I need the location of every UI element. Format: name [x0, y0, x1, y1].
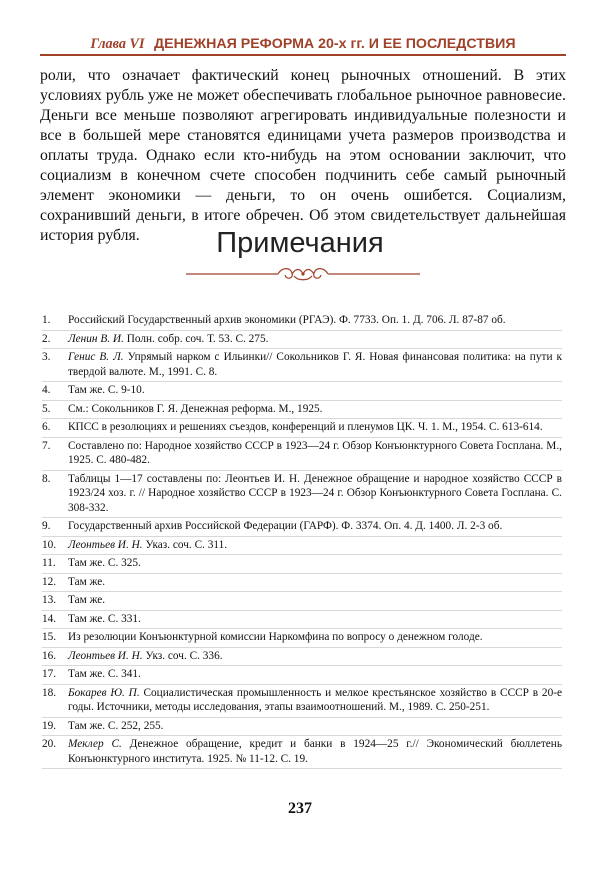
note-item — [42, 419, 562, 438]
note-item — [42, 736, 562, 769]
note-body: Упрямый нарком с Ильинки// Сокольников Г. Я. Новая финансовая политика: на пути к твердой валюте. М., 1991. С. 8. — [68, 351, 562, 378]
note-body: Социалистическая промышленность и мелкое крестьянское хозяйство в СССР в 20-е годы. Источники, методы исследования, этапы взаимоотношений. М., 1989. С. 250-251. — [68, 686, 562, 713]
note-body: Там же. С. 331. — [68, 612, 141, 625]
note-text — [68, 593, 562, 608]
note-item — [42, 382, 562, 401]
note-text — [68, 402, 562, 417]
note-body: Там же. — [68, 575, 106, 588]
running-header-text — [40, 36, 566, 53]
note-body: См.: Сокольников Г. Я. Денежная реформа. М., 1925. — [68, 402, 323, 415]
notes-list — [42, 312, 562, 769]
note-item — [42, 555, 562, 574]
note-item — [42, 349, 562, 382]
note-body: Там же. С. 9-10. — [68, 384, 145, 396]
note-item — [42, 401, 562, 420]
note-item — [42, 685, 562, 718]
note-number: 9. — [42, 520, 51, 532]
header-rule — [40, 54, 566, 56]
page-number: 237 — [288, 800, 312, 817]
note-item — [42, 629, 562, 648]
note-item — [42, 438, 562, 471]
note-body: Там же. — [68, 594, 106, 606]
running-header — [40, 30, 566, 57]
note-number: 3. — [42, 351, 51, 363]
note-text — [68, 686, 562, 715]
note-body: КПСС в резолюциях и решениях съездов, конференций и пленумов ЦК. Ч. 1. М., 1954. С. 613-614. — [68, 421, 543, 433]
note-text — [68, 332, 562, 347]
note-text — [68, 538, 562, 553]
note-body: Денежное обращение, кредит и банки в 1924—25 г.// Экономический бюллетень Конъюнктурного института. 1925. № 11-12. С. 19. — [68, 738, 562, 765]
note-number: 11. — [42, 557, 56, 569]
note-text — [68, 556, 562, 571]
note-number: 20. — [42, 738, 57, 750]
note-number: 7. — [42, 439, 51, 452]
note-text — [68, 612, 562, 627]
note-number: 15. — [42, 631, 57, 643]
note-item — [42, 518, 562, 537]
note-body: Там же. С. 341. — [68, 668, 141, 680]
notes-heading: Примечания — [216, 227, 384, 259]
note-number: 6. — [42, 421, 51, 433]
note-number: 13. — [42, 594, 57, 606]
note-text — [68, 519, 562, 534]
note-number: 5. — [42, 402, 51, 415]
note-number: 10. — [42, 538, 57, 551]
body-paragraph: роли, что означает фактический конец рыночных отношений. В этих условиях рубль уже не может обеспечивать глобальное рыночное равновесие. Деньги все меньше позволяют агрегировать индивидуальные полезности и все в большей мере становятся единицами учета размеров производства и оплаты труда. Однако если кто-нибудь на этом основании заключит, что социализм в конечном счете способен подчинить себе самый рыночный элемент экономики — деньги, то он очень ошибется. Социализм, сохранивший деньги, в итоге обречен. Об этом свидетельствует дальнейшая история рубля. — [40, 67, 566, 244]
note-body: Российский Государственный архив экономики (РГАЭ). Ф. 7733. Оп. 1. Д. 706. Л. 87-87 об. — [68, 314, 506, 326]
note-body: Таблицы 1—17 составлены по: Леонтьев И. Н. Денежное обращение и народное хозяйство СССР в 1923/24 хоз. г. // Народное хозяйство СССР в 1923—24 г. Обзор Конъюнктурного Совета Госплана. С. 308-332. — [68, 472, 562, 514]
note-author: Ленин В. И. — [68, 332, 124, 345]
note-number: 14. — [42, 612, 57, 625]
flourish-ornament-icon — [186, 265, 420, 283]
note-author: Генис В. Л. — [68, 351, 124, 363]
note-number: 8. — [42, 472, 51, 485]
note-number: 16. — [42, 649, 57, 662]
note-item — [42, 592, 562, 611]
note-body: Укз. соч. С. 336. — [145, 649, 223, 662]
chapter-title: ДЕНЕЖНАЯ РЕФОРМА 20-х гг. И ЕЕ ПОСЛЕДСТВИЯ — [154, 36, 516, 52]
note-text — [68, 383, 562, 398]
note-author: Леонтьев И. Н. — [68, 649, 143, 662]
note-text — [68, 439, 562, 468]
note-text — [68, 350, 562, 379]
note-number: 4. — [42, 384, 51, 396]
note-body: Государственный архив Российской Федерации (ГАРФ). Ф. 3374. Оп. 4. Д. 1400. Л. 2-3 об. — [68, 520, 503, 532]
note-number: 19. — [42, 719, 57, 732]
note-text — [68, 420, 562, 435]
note-author: Меклер С. — [68, 738, 122, 750]
chapter-label: Глава VI — [90, 36, 145, 52]
note-text — [68, 737, 562, 766]
note-body: Указ. соч. С. 311. — [145, 538, 228, 551]
note-item — [42, 666, 562, 685]
note-body: Составлено по: Народное хозяйство СССР в 1923—24 г. Обзор Конъюнктурного Совета Госплана. М., 1925. С. 480-482. — [68, 439, 562, 466]
note-body: Из резолюции Конъюнктурной комиссии Наркомфина по вопросу о денежном голоде. — [68, 631, 483, 643]
note-text — [68, 575, 562, 590]
note-body: Там же. С. 325. — [68, 557, 141, 569]
note-text — [68, 472, 562, 516]
note-body: Там же. С. 252, 255. — [68, 719, 164, 732]
note-item — [42, 537, 562, 556]
note-number: 12. — [42, 575, 57, 588]
note-number: 2. — [42, 332, 51, 345]
note-number: 1. — [42, 314, 51, 326]
note-item — [42, 718, 562, 737]
note-item — [42, 611, 562, 630]
note-item — [42, 471, 562, 519]
note-item — [42, 312, 562, 331]
note-number: 17. — [42, 668, 57, 680]
note-author: Леонтьев И. Н. — [68, 538, 143, 551]
note-number: 18. — [42, 686, 57, 699]
note-text — [68, 649, 562, 664]
note-text — [68, 630, 562, 645]
note-item — [42, 648, 562, 667]
note-text — [68, 667, 562, 682]
note-item — [42, 574, 562, 593]
note-text — [68, 719, 562, 734]
note-text — [68, 313, 562, 328]
note-author: Бокарев Ю. П. — [68, 686, 140, 699]
note-body: Полн. собр. соч. Т. 53. С. 275. — [126, 332, 269, 345]
note-item — [42, 331, 562, 350]
